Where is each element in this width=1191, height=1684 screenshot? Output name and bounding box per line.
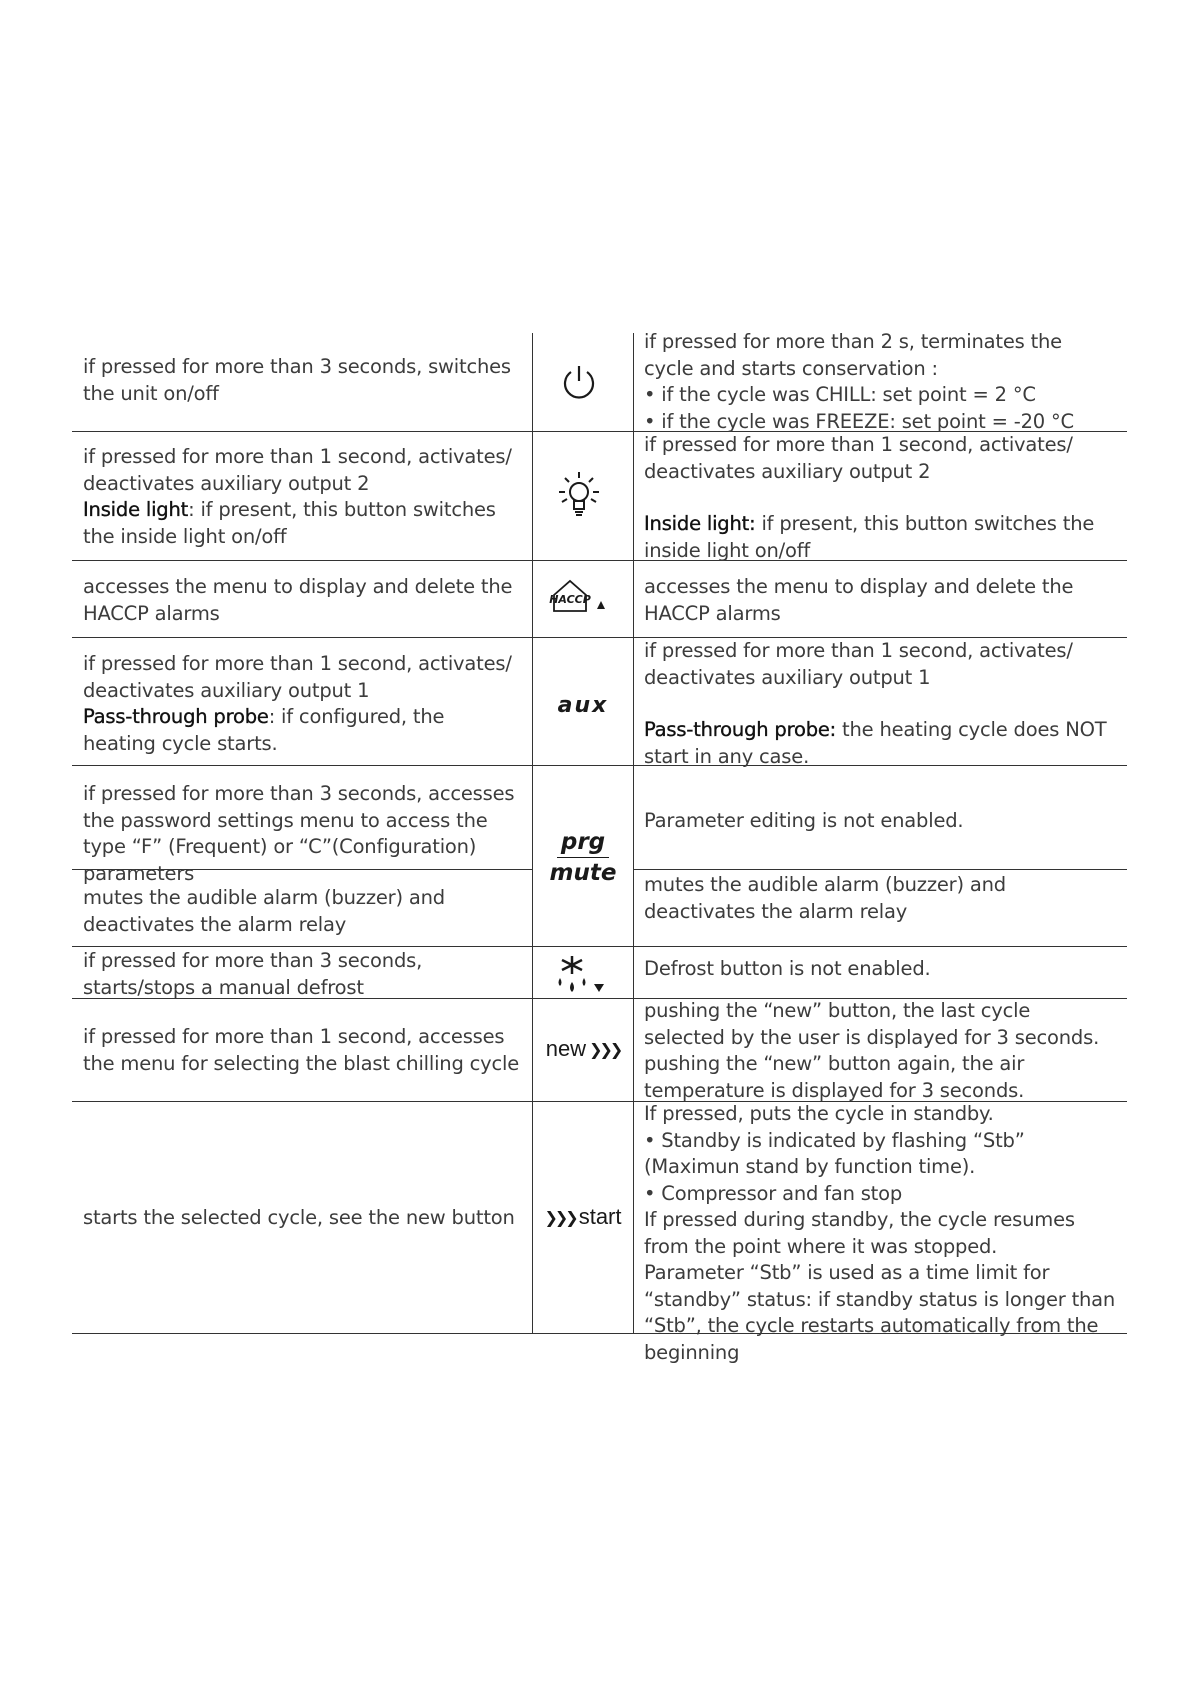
row9-right-line: If pressed during standby, the cycle resumes from the point where it was stopped.: [644, 1208, 1075, 1258]
row9-left-text: starts the selected cycle, see the new button: [83, 1206, 515, 1229]
haccp-label: HACCP: [549, 593, 591, 606]
row8-right-line: pushing the “new” button, the last cycle selected by the user is displayed for 3 seconds.: [644, 999, 1100, 1049]
row4-left-rest: : if configured, the heating cycle starts.: [83, 705, 445, 755]
mute-label: mute: [549, 859, 617, 886]
power-icon: [556, 362, 602, 402]
column-divider-right: [633, 333, 634, 1333]
row2-right-text: [644, 432, 1114, 564]
row9-right-line: • Standby is indicated by flashing “Stb” (Maximun stand by function time).: [644, 1128, 1025, 1178]
defrost-down-icon: [550, 952, 616, 996]
row6-right-text: mutes the audible alarm (buzzer) and deactivates the alarm relay: [644, 873, 1006, 923]
row1-right-line: if pressed for more than 2 s, terminates the cycle and starts conservation :: [644, 330, 1062, 380]
row2-right-rest: if present, this button switches the inside light on/off: [644, 512, 1095, 562]
row4-left-line: if pressed for more than 1 second, activates/ deactivates auxiliary output 1: [83, 652, 512, 702]
fast-forward-icon: ❯❯❯: [589, 1039, 621, 1059]
row8-right-line: pushing the “new” button again, the air temperature is displayed for 3 seconds.: [644, 1052, 1025, 1102]
row2-left-line: [83, 497, 523, 550]
column-divider-left: [532, 333, 533, 1333]
new-label: new: [545, 1036, 587, 1061]
row2-left-rest: : if present, this button switches the inside light on/off: [83, 498, 496, 548]
row5-left-text: if pressed for more than 3 seconds, accesses the password settings menu to access the type “F” (Frequent) or “C”(Configuration) parameters: [83, 782, 515, 885]
haccp-up-icon: [548, 575, 620, 623]
row9-right-line: If pressed, puts the cycle in standby.: [644, 1102, 994, 1125]
row4-right-text: [644, 638, 1114, 770]
prg-mute-icon: [540, 826, 626, 890]
row4-right-line: [644, 717, 1114, 770]
row2-right-line: [644, 511, 1114, 564]
new-icon: [540, 1034, 626, 1064]
row5-right-text: Parameter editing is not enabled.: [644, 809, 964, 832]
row4-left-line: [83, 704, 523, 757]
aux-icon: aux: [557, 692, 609, 718]
row4-right-bold: Pass-through probe:: [644, 718, 837, 741]
row6-left-text: mutes the audible alarm (buzzer) and deactivates the alarm relay: [83, 886, 445, 936]
start-icon: [540, 1202, 626, 1232]
row2-left-text: [83, 444, 523, 550]
row7-left-text: if pressed for more than 3 seconds, starts/stops a manual defrost: [83, 949, 423, 999]
row-divider: [633, 869, 1127, 870]
row1-right-line: • if the cycle was CHILL: set point = 2 °C: [644, 383, 1036, 406]
row4-right-rest: the heating cycle does NOT start in any case.: [644, 718, 1107, 768]
row8-left-text: if pressed for more than 1 second, accesses the menu for selecting the blast chilling cycle: [83, 1025, 520, 1075]
fast-forward-icon: ❯❯❯: [544, 1207, 576, 1227]
start-label: start: [578, 1204, 622, 1229]
row4-left-bold: Pass-through probe: [83, 705, 269, 728]
row7-right-text: Defrost button is not enabled.: [644, 957, 931, 980]
prg-label: prg: [557, 829, 609, 858]
row3-right-text: accesses the menu to display and delete the HACCP alarms: [644, 575, 1074, 625]
light-bulb-icon: [556, 470, 602, 526]
row1-left-text: if pressed for more than 3 seconds, switches the unit on/off: [83, 355, 511, 405]
row1-right-line: • if the cycle was FREEZE: set point = -20 °C: [644, 409, 1074, 433]
row9-right-line: Parameter “Stb” is used as a time limit for “standby” status: if standby status is longer than “Stb”, the cycle restarts automatically from the beginning: [644, 1261, 1116, 1364]
row1-right-text: [644, 329, 1114, 435]
row9-right-line: • Compressor and fan stop: [644, 1181, 903, 1205]
row2-right-line: if pressed for more than 1 second, activates/ deactivates auxiliary output 2: [644, 433, 1073, 483]
row3-left-text: accesses the menu to display and delete the HACCP alarms: [83, 575, 513, 625]
row2-left-line: if pressed for more than 1 second, activates/ deactivates auxiliary output 2: [83, 445, 512, 495]
row4-right-line: if pressed for more than 1 second, activates/ deactivates auxiliary output 1: [644, 639, 1073, 689]
row2-left-bold: Inside light: [83, 498, 189, 521]
row9-right-text: [644, 1101, 1124, 1366]
row8-right-text: [644, 998, 1114, 1104]
row4-left-text: [83, 651, 523, 757]
row2-right-bold: Inside light:: [644, 512, 756, 535]
row-divider: [72, 946, 1127, 947]
